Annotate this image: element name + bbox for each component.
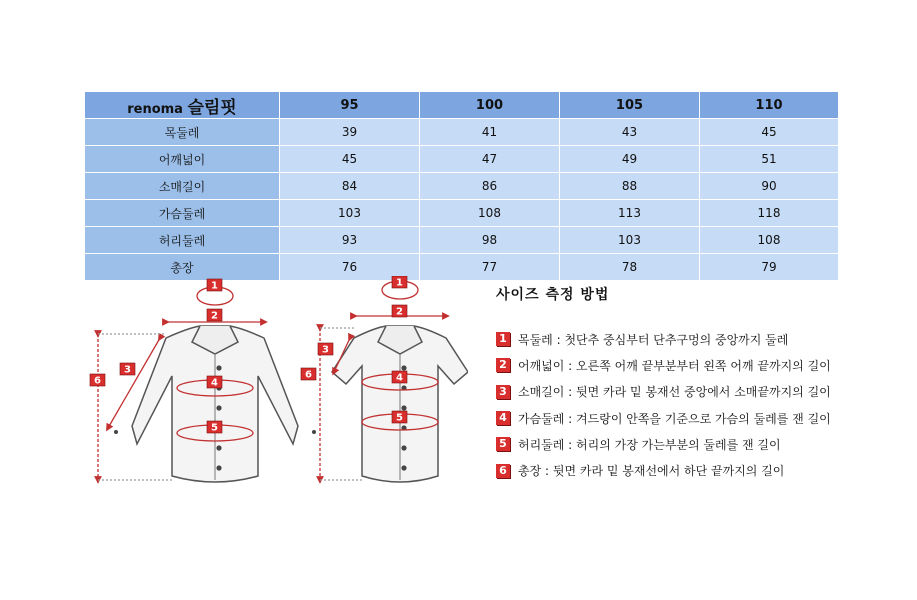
marker-6-long — [90, 374, 105, 387]
step-text: 가슴둘레 : 겨드랑이 안쪽을 기준으로 가슴의 둘레를 잰 길이 — [518, 411, 831, 426]
row-label: 목둘레 — [85, 119, 280, 146]
step-number: 5 — [496, 437, 510, 451]
step-number: 3 — [496, 385, 510, 399]
guide-title: 사이즈 측정 방법 — [496, 287, 610, 303]
step-text: 어깨넓이 : 오른쪽 어깨 끝부분부터 왼쪽 어깨 끝까지의 길이 — [518, 358, 831, 373]
table-row — [85, 200, 839, 227]
table-cell: 47 — [420, 146, 560, 173]
table-cell: 93 — [280, 227, 420, 254]
table-row — [85, 173, 839, 200]
svg-text:3: 3 — [322, 344, 329, 356]
marker-2-short — [392, 305, 407, 318]
marker-4-long — [207, 376, 222, 389]
table-cell: 118 — [700, 200, 839, 227]
table-cell: 45 — [280, 146, 420, 173]
svg-text:2: 2 — [396, 306, 403, 318]
row-label: 어깨넓이 — [85, 146, 280, 173]
guide-step — [496, 379, 856, 405]
table-header-row — [85, 92, 839, 119]
step-number: 6 — [496, 464, 510, 478]
step-text: 소매길이 : 뒷면 카라 밑 봉재선 중앙에서 소매끝까지의 길이 — [518, 385, 831, 400]
svg-text:1: 1 — [396, 277, 403, 289]
brand-fit: 슬림핏 — [187, 97, 237, 118]
table-row — [85, 119, 839, 146]
guide-step — [496, 326, 856, 352]
table-cell: 108 — [700, 227, 839, 254]
table-cell: 51 — [700, 146, 839, 173]
table-cell: 98 — [420, 227, 560, 254]
marker-1-long — [207, 279, 222, 292]
table-cell: 86 — [420, 173, 560, 200]
table-cell: 78 — [560, 254, 700, 281]
table-cell: 88 — [560, 173, 700, 200]
guide-step — [496, 431, 856, 457]
table-cell: 45 — [700, 119, 839, 146]
marker-5-short — [392, 411, 407, 424]
guide-step — [496, 352, 856, 378]
guide-step — [496, 405, 856, 431]
size-header: 100 — [420, 92, 560, 119]
table-cell: 113 — [560, 200, 700, 227]
size-header: 95 — [280, 92, 420, 119]
marker-6-short — [301, 368, 316, 381]
step-text: 허리둘레 : 허리의 가장 가는부분의 둘레를 잰 길이 — [518, 437, 781, 452]
svg-text:5: 5 — [396, 412, 403, 424]
short-sleeve-shirt — [332, 326, 468, 482]
shirt-measurement-diagram — [88, 276, 468, 490]
table-cell: 76 — [280, 254, 420, 281]
guide-step — [496, 457, 856, 483]
marker-2-long — [207, 309, 222, 322]
svg-text:4: 4 — [211, 377, 218, 389]
table-row — [85, 227, 839, 254]
row-label: 가슴둘레 — [85, 200, 280, 227]
size-header: 105 — [560, 92, 700, 119]
measurement-guide — [496, 284, 856, 484]
row-label: 허리둘레 — [85, 227, 280, 254]
svg-text:6: 6 — [94, 375, 101, 387]
svg-text:5: 5 — [211, 422, 218, 434]
marker-1-short — [392, 276, 407, 289]
brand-cell — [85, 92, 280, 119]
table-cell: 90 — [700, 173, 839, 200]
table-cell: 103 — [560, 227, 700, 254]
size-table — [84, 91, 839, 281]
table-cell: 84 — [280, 173, 420, 200]
table-cell: 79 — [700, 254, 839, 281]
table-cell: 39 — [280, 119, 420, 146]
svg-text:6: 6 — [305, 369, 312, 381]
marker-3-long — [120, 363, 135, 376]
long-sleeve-shirt — [132, 326, 298, 482]
step-number: 4 — [496, 411, 510, 425]
marker-4-short — [392, 371, 407, 384]
step-text: 총장 : 뒷면 카라 밑 봉재선에서 하단 끝까지의 길이 — [518, 464, 785, 479]
row-label: 총장 — [85, 254, 280, 281]
marker-5-long — [207, 421, 222, 434]
step-number: 1 — [496, 332, 510, 346]
marker-3-short — [318, 343, 333, 356]
table-cell: 103 — [280, 200, 420, 227]
step-number: 2 — [496, 358, 510, 372]
table-cell: 41 — [420, 119, 560, 146]
table-cell: 77 — [420, 254, 560, 281]
svg-text:1: 1 — [211, 280, 218, 292]
table-row — [85, 146, 839, 173]
table-cell: 43 — [560, 119, 700, 146]
size-header: 110 — [700, 92, 839, 119]
row-label: 소매길이 — [85, 173, 280, 200]
svg-text:2: 2 — [211, 310, 218, 322]
brand-name: renoma — [127, 101, 183, 117]
svg-text:3: 3 — [124, 364, 131, 376]
table-cell: 49 — [560, 146, 700, 173]
step-text: 목둘레 : 첫단추 중심부터 단추구멍의 중앙까지 둘레 — [518, 332, 789, 347]
svg-text:4: 4 — [396, 372, 403, 384]
table-cell: 108 — [420, 200, 560, 227]
